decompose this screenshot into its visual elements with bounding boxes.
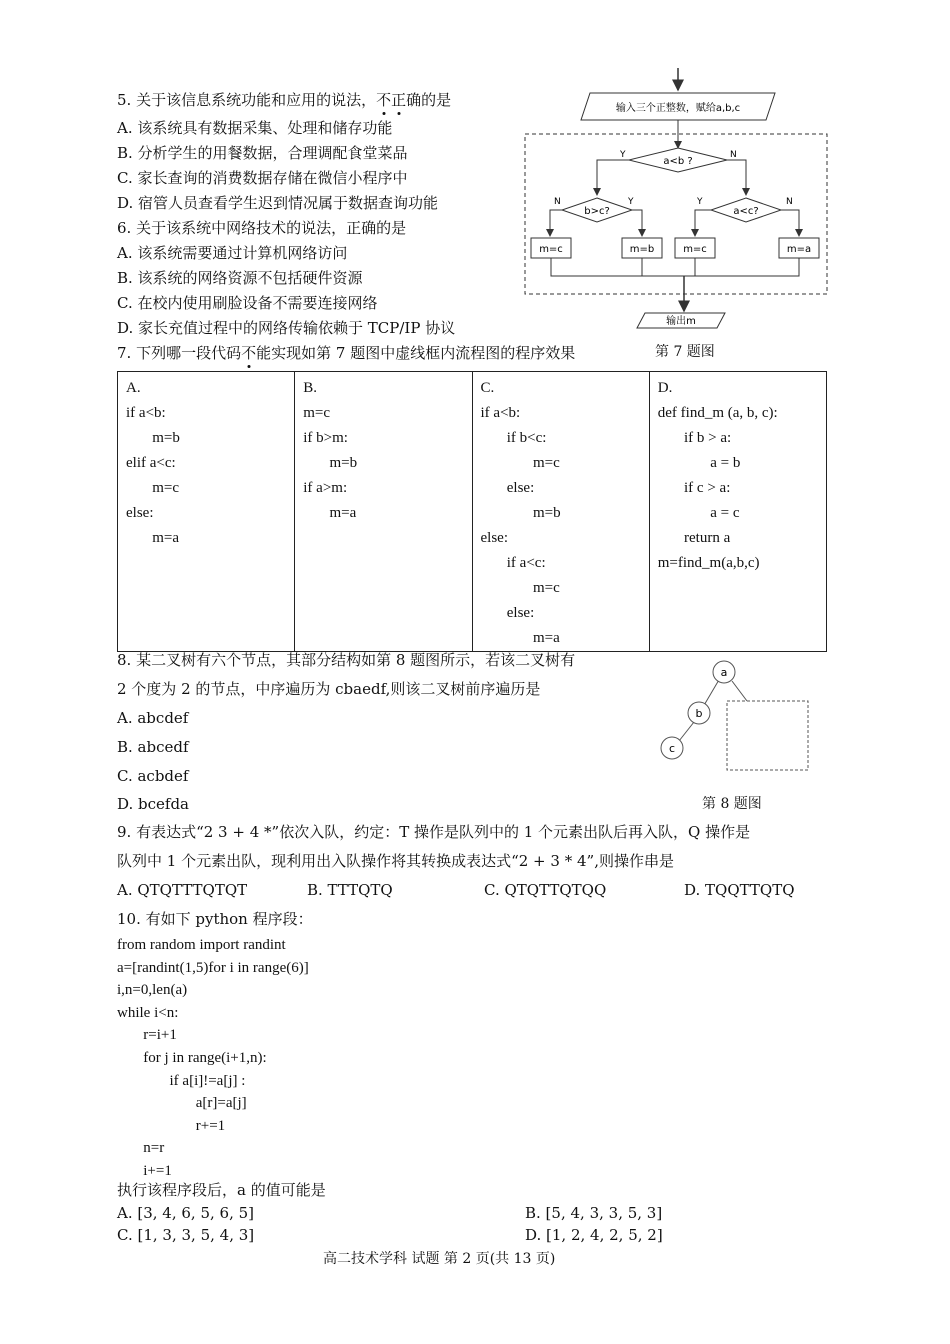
- q6-option-a: A. 该系统需要通过计算机网络访问: [117, 244, 348, 262]
- q9-option-b: B. TTTQTQ: [307, 881, 393, 899]
- q5-option-c: C. 家长查询的消费数据存储在微信小程序中: [117, 169, 408, 187]
- q7-option-d: [649, 372, 826, 652]
- output-text: 输出m: [666, 316, 696, 327]
- q6-stem: 6. 关于该系统中网络技术的说法，正确的是: [117, 219, 407, 237]
- q9-stem-2: 队列中 1 个元素出队，现利用出入队操作将其转换成表达式“2 + 3 * 4”,则操作串是: [117, 852, 674, 870]
- q7-option-c: [472, 372, 649, 652]
- q7-option-a: [118, 372, 295, 652]
- d3-no: N: [786, 197, 793, 207]
- q5-option-a: A. 该系统具有数据采集、处理和储存功能: [117, 119, 393, 137]
- q7-options-table: [117, 371, 827, 652]
- q7-option-b: [295, 372, 472, 652]
- q7-stem: 7. 下列哪一段代码不能实现如第 7 题图中虚线框内流程图的程序效果: [117, 344, 576, 362]
- q7-flowchart: [520, 62, 832, 332]
- q6-option-c: C. 在校内使用刷脸设备不需要连接网络: [117, 294, 378, 312]
- q8-option-a: A. abcdef: [117, 709, 189, 727]
- q7-option-b-code: m=c if b>m: m=b if a>m: m=a: [303, 405, 358, 521]
- q6-option-d: D. 家长充值过程中的网络传输依赖于 TCP/IP 协议: [117, 319, 456, 337]
- q5-option-b: B. 分析学生的用餐数据，合理调配食堂菜品: [117, 144, 408, 162]
- q9-stem-1: 9. 有表达式“2 3 + 4 *”依次入队，约定：T 操作是队列中的 1 个元素出队后再入队，Q 操作是: [117, 823, 751, 841]
- process-box-2-text: m=b: [629, 244, 655, 255]
- q8-caption: 第 8 题图: [702, 796, 762, 812]
- process-box-3-text: m=c: [683, 244, 707, 255]
- decision-1-text: a<b ?: [663, 156, 693, 167]
- q9-option-a: A. QTQTTTQTQT: [117, 881, 248, 899]
- input-text: 输入三个正整数，赋给a,b,c: [615, 103, 741, 114]
- tree-node-c-label: c: [668, 742, 676, 755]
- q8-option-b: B. abcedf: [117, 738, 189, 756]
- page-footer: 高二技术学科 试题 第 2 页(共 13 页): [323, 1251, 556, 1267]
- q8-stem-1: 8. 某二叉树有六个节点，其部分结构如第 8 题图所示，若该二叉树有: [117, 651, 576, 669]
- q9-option-d: D. TQQTTQTQ: [684, 881, 795, 899]
- q7-option-c-label: C.: [480, 380, 495, 396]
- q7-option-d-label: D.: [657, 380, 673, 396]
- tree-node-a-label: a: [720, 666, 728, 679]
- q8-stem-2: 2 个度为 2 的节点，中序遍历为 cbaedf,则该二叉树前序遍历是: [117, 680, 541, 698]
- d1-no: N: [730, 150, 737, 160]
- process-box-1-text: m=c: [539, 244, 563, 255]
- q5-option-d: D. 宿管人员查看学生迟到情况属于数据查询功能: [117, 194, 439, 212]
- q7-caption: 第 7 题图: [655, 344, 715, 360]
- q6-option-b: B. 该系统的网络资源不包括硬件资源: [117, 269, 363, 287]
- d2-no: N: [554, 197, 561, 207]
- q10-stem: 10. 有如下 python 程序段：: [117, 910, 313, 928]
- q7-option-a-label: A.: [126, 380, 141, 396]
- q10-option-a: A. [3, 4, 6, 5, 6, 5]: [117, 1204, 255, 1222]
- q9-option-c: C. QTQTTQTQQ: [484, 881, 607, 899]
- tree-node-b-label: b: [695, 707, 703, 720]
- q8-tree-figure: [655, 655, 820, 780]
- decision-2-text: b>c?: [584, 206, 610, 217]
- q5-stem: 5. 关于该信息系统功能和应用的说法，不正确的是: [117, 91, 452, 109]
- q10-option-d: D. [1, 2, 4, 2, 5, 2]: [525, 1226, 663, 1244]
- q8-option-d: D. bcefda: [117, 795, 190, 813]
- q7-option-a-code: if a<b: m=b elif a<c: m=c else: m=a: [126, 405, 180, 546]
- q7-option-c-code: if a<b: if b<c: m=c else: m=b else: if a<c: m=c else: m=a: [480, 405, 561, 646]
- q10-option-c: C. [1, 3, 3, 5, 4, 3]: [117, 1226, 255, 1244]
- process-box-4-text: m=a: [786, 244, 812, 255]
- q8-option-c: C. acbdef: [117, 767, 189, 785]
- decision-3-text: a<c?: [733, 206, 759, 217]
- unknown-subtree-box: [727, 701, 808, 770]
- q7-option-d-code: def find_m (a, b, c): if b > a: a = b if c > a: a = c return a m=find_m(a,b,c): [657, 405, 778, 571]
- q10-code: from random import randint a=[randint(1,5)for i in range(6)] i,n=0,len(a) while i<n: r=i+1 for j in range(i+1,n): if a[i]!=a[j] : a[r]=a[j] r+=1 n=r i+=1: [117, 937, 309, 1179]
- q7-option-b-label: B.: [303, 380, 318, 396]
- d1-yes: Y: [620, 150, 626, 160]
- q10-question: 执行该程序段后，a 的值可能是: [117, 1181, 326, 1199]
- q10-option-b: B. [5, 4, 3, 3, 5, 3]: [525, 1204, 663, 1222]
- d3-yes: Y: [697, 197, 703, 207]
- d2-yes: Y: [628, 197, 634, 207]
